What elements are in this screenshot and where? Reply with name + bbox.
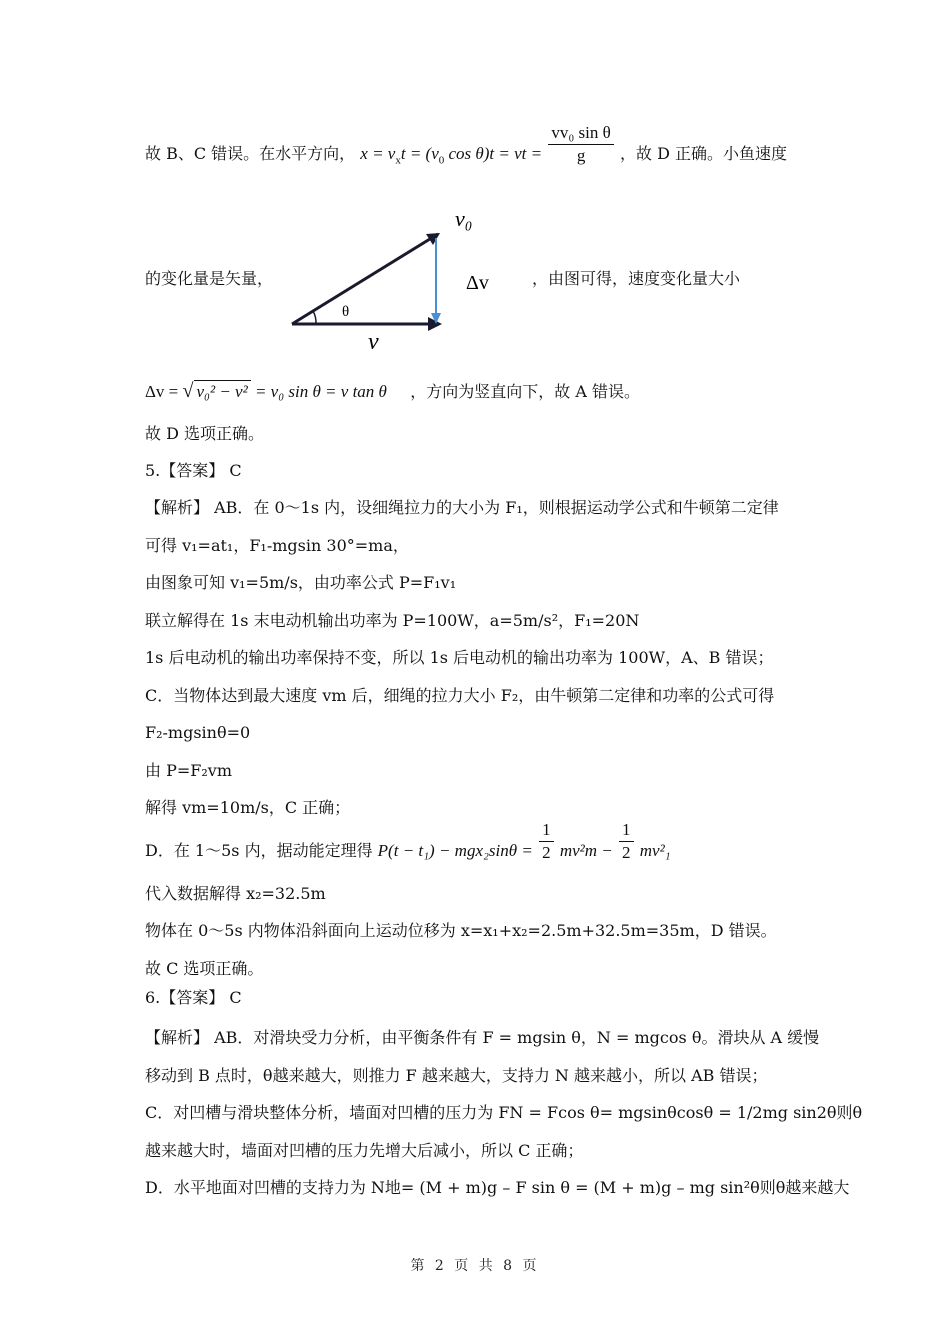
text-line-21: 移动到 B 点时，θ越来越大，则推力 F 越来越大，支持力 N 越来越小，所以 AB 错误； xyxy=(145,1066,768,1085)
text-line-1: 故 B、C 错误。在水平方向， $x = v_xt = (v_0$ cos θ)t = vt = $\frac{\text{vv₀ sin θ}}{g}$ ，故 D 正确。小鱼速度 xyxy=(145,122,788,167)
text-line-6: 【解析】 AB．在 0～1s 内，设细绳拉力的大小为 F₁，则根据运动学公式和牛顿第二定律 xyxy=(145,498,779,517)
label-dv: Δv xyxy=(466,272,489,294)
text-line-18: 故 C 选项正确。 xyxy=(145,959,264,978)
text-line-17: 物体在 0～5s 内物体沿斜面向上运动位移为 x=x₁+x₂=2.5m+32.5m=35m，D 错误。 xyxy=(145,921,777,940)
label-theta: θ xyxy=(342,304,350,320)
text-line-12: F₂-mgsinθ=0 xyxy=(145,723,251,742)
text-line-20: 【解析】 AB．对滑块受力分析，由平衡条件有 F = mgsin θ，N = mgcos θ。滑块从 A 缓慢 xyxy=(145,1028,820,1047)
text-line-2: 的变化量是矢量， xyxy=(145,269,274,288)
text-line-13: 由 P=F₂vm xyxy=(145,761,232,780)
formula-delta-v: Δv = √ v₀² − v² = v₀ sin θ = v tan θ xyxy=(145,380,387,402)
label-v: v xyxy=(368,329,379,355)
text-line-16: 代入数据解得 x₂=32.5m xyxy=(145,884,326,903)
text-line-4: 故 D 选项正确。 xyxy=(145,424,265,443)
v0-vector-line xyxy=(292,234,438,324)
answer-5: 5.【答案】 C xyxy=(145,461,242,480)
formula-work-energy: P(t − t₁) − mgx₂sinθ = $\frac{1}{2}$ mv²m − $\frac{1}{2}$ mv²₁ xyxy=(377,819,671,862)
formula-horizontal-displacement: $x = v_xt = (v_0$ cos θ)t = vt = $\frac{\text{vv₀ sin θ}}{g}$ xyxy=(360,144,620,163)
velocity-vector-diagram xyxy=(280,196,520,356)
text-line-7: 可得 v₁=at₁，F₁-mgsin 30°=ma， xyxy=(145,536,409,555)
text-line-11: C．当物体达到最大速度 vm 后，细绳的拉力大小 F₂，由牛顿第二定律和功率的公式可得 xyxy=(145,686,775,705)
text-line-24: D．水平地面对凹槽的支持力为 N地= (M + m)g – F sin θ = (M + m)g – mg sin²θ则θ越来越大 xyxy=(145,1178,850,1197)
text-line-14: 解得 vm=10m/s，C 正确； xyxy=(145,798,351,817)
label-v0: v₀ xyxy=(455,206,473,231)
text-line-22: C．对凹槽与滑块整体分析，墙面对凹槽的压力为 FN = Fcos θ= mgsinθcosθ = 1/2mg sin2θ则θ xyxy=(145,1103,863,1122)
text-line-10: 1s 后电动机的输出功率保持不变，所以 1s 后电动机的输出功率为 100W，A、B 错误； xyxy=(145,648,774,667)
text-line-8: 由图象可知 v₁=5m/s，由功率公式 P=F₁v₁ xyxy=(145,573,457,592)
text-line-2b: ，由图可得，速度变化量大小 xyxy=(532,269,741,288)
text-line-3: Δv = √ v₀² − v² = v₀ sin θ = v tan θ ，方向为竖直向下，故 A 错误。 xyxy=(145,380,640,402)
answer-6: 6.【答案】 C xyxy=(145,988,242,1007)
text-line-23: 越来越大时，墙面对凹槽的压力先增大后减小，所以 C 正确； xyxy=(145,1141,584,1160)
page-footer: 第 2 页 共 8 页 xyxy=(410,1258,540,1274)
text-line-9: 联立解得在 1s 末电动机输出功率为 P=100W，a=5m/s²，F₁=20N xyxy=(145,611,640,630)
angle-arc xyxy=(313,311,316,324)
text-line-15: D．在 1～5s 内，据动能定理得 P(t − t₁) − mgx₂sinθ = $\frac{1}{2}$ mv²m − $\frac{1}{2}$ mv²₁ xyxy=(145,819,671,862)
